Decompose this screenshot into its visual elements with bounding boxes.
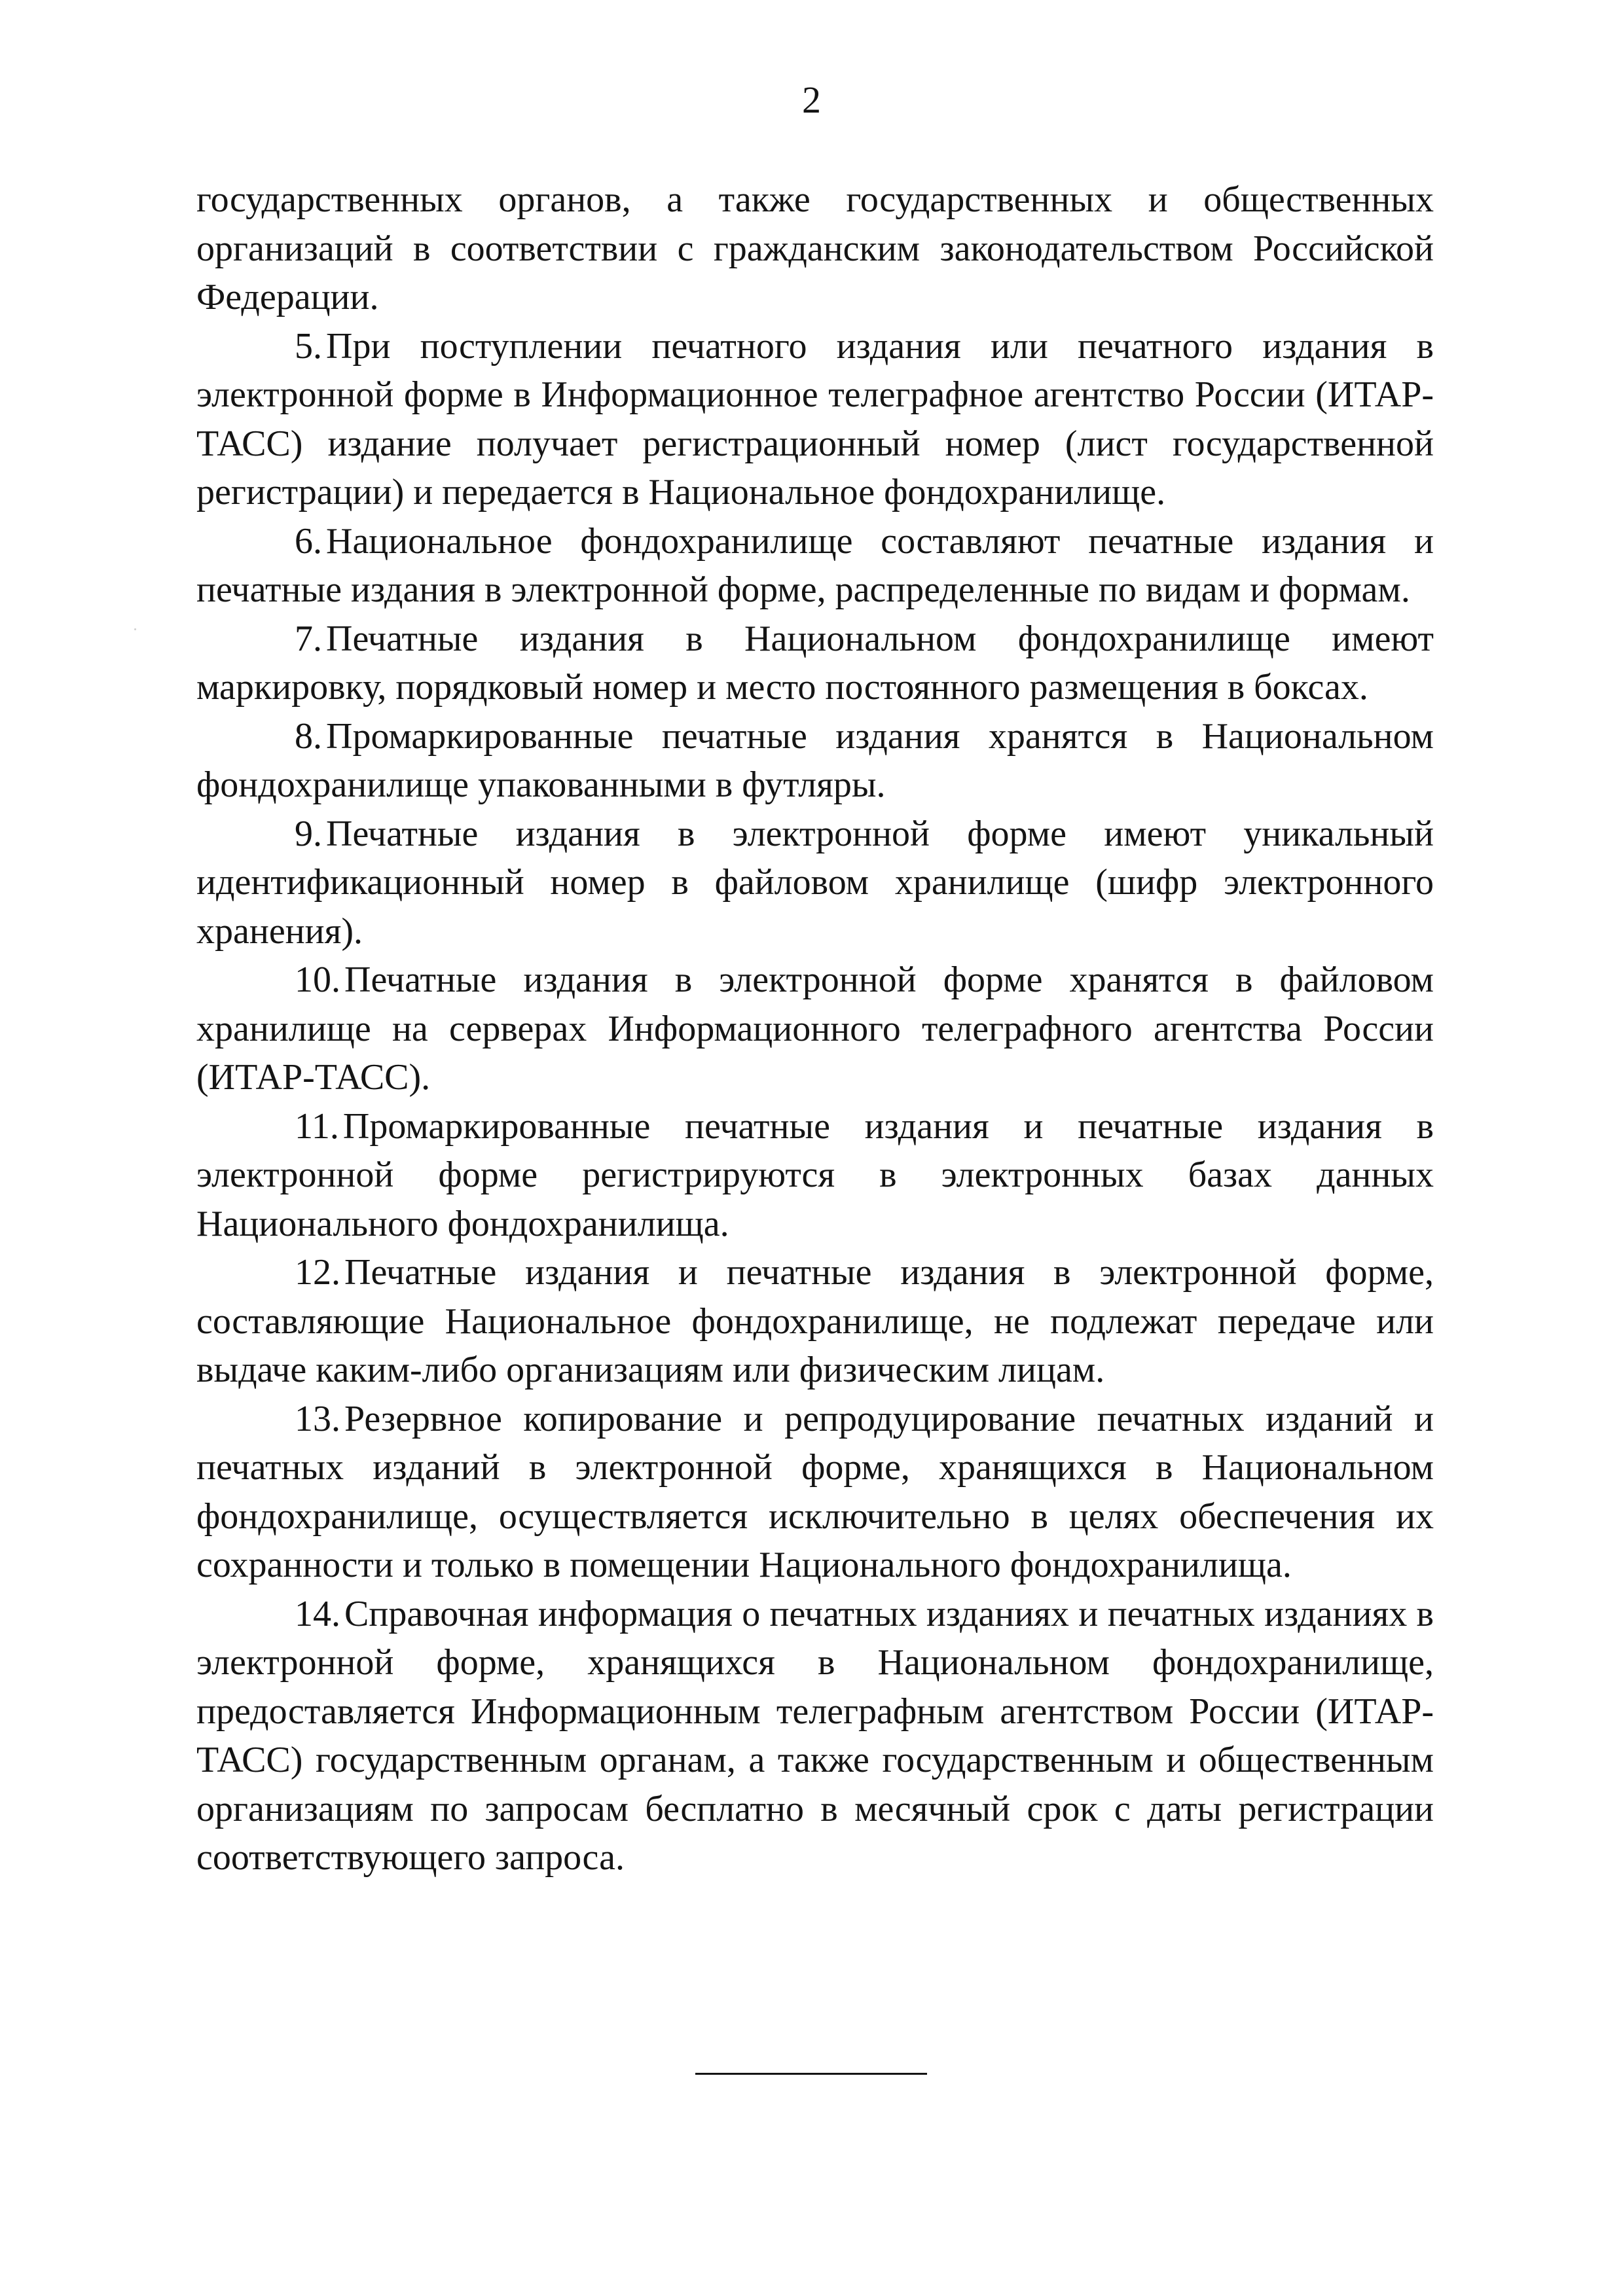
paragraph-item-11 <box>196 1102 1434 1249</box>
paragraph-number: 11. <box>295 1105 339 1147</box>
paragraph-text: Печатные издания в Национальном фондохранилище имеют маркировку, порядковый номер и место постоянного размещения в боксах. <box>196 618 1434 708</box>
end-of-document-rule <box>695 2073 927 2075</box>
paragraph-number: 8. <box>295 715 322 757</box>
paragraph-item-9 <box>196 810 1434 956</box>
paragraph-text: Печатные издания в электронной форме имеют уникальный идентификационный номер в файловом хранилище (шифр электронного хранения). <box>196 813 1434 952</box>
paragraph-item-12 <box>196 1248 1434 1395</box>
paragraph-item-13 <box>196 1395 1434 1590</box>
paragraph-number: 9. <box>295 813 322 854</box>
paragraph-text: Печатные издания в электронной форме хранятся в файловом хранилище на серверах Информационного телеграфного агентства России (ИТАР-ТАСС). <box>196 960 1434 1098</box>
paragraph-item-5 <box>196 322 1434 517</box>
paragraph-item-14 <box>196 1590 1434 1882</box>
paragraph-continuation <box>196 175 1434 322</box>
paragraph-item-7 <box>196 615 1434 712</box>
paragraph-text: Печатные издания и печатные издания в электронной форме, составляющие Национальное фондохранилище, не подлежат передаче или выдаче каким-либо организациям или физическим лицам. <box>196 1252 1434 1390</box>
paragraph-item-6 <box>196 517 1434 615</box>
paragraph-number: 7. <box>295 618 322 659</box>
page-number: 2 <box>802 79 821 121</box>
paragraph-text: государственных органов, а также государственных и общественных организаций в соответствии с гражданским законодательством Российской Федерации. <box>196 179 1434 317</box>
paragraph-text: Промаркированные печатные издания и печатные издания в электронной форме регистрируются в электронных базах данных Национального фондохранилища. <box>196 1105 1434 1244</box>
paragraph-text: Национальное фондохранилище составляют печатные издания и печатные издания в электронной форме, распределенные по видам и формам. <box>196 520 1434 610</box>
scan-artifact <box>134 628 136 630</box>
paragraph-item-10 <box>196 956 1434 1102</box>
document-body <box>196 175 1434 1882</box>
paragraph-number: 5. <box>295 325 322 367</box>
paragraph-number: 6. <box>295 520 322 562</box>
paragraph-text: Справочная информация о печатных изданиях и печатных изданиях в электронной форме, хранящихся в Национальном фондохранилище, предоставляется Информационным телеграфным агентством России (ИТАР-ТАСС) государственным органам, а также государственным и общественным организациям по запросам бесплатно в месячный срок с даты регистрации соответствующего запроса. <box>196 1593 1434 1878</box>
paragraph-number: 10. <box>295 960 340 1000</box>
paragraph-number: 12. <box>295 1252 340 1293</box>
paragraph-number: 13. <box>295 1398 340 1439</box>
paragraph-item-8 <box>196 712 1434 810</box>
paragraph-number: 14. <box>295 1593 340 1634</box>
paragraph-text: Промаркированные печатные издания хранятся в Национальном фондохранилище упакованными в футляры. <box>196 715 1434 805</box>
paragraph-text: При поступлении печатного издания или печатного издания в электронной форме в Информационное телеграфное агентство России (ИТАР-ТАСС) издание получает регистрационный номер (лист государственной регистрации) и передается в Национальное фондохранилище. <box>196 325 1434 512</box>
paragraph-text: Резервное копирование и репродуцирование печатных изданий и печатных изданий в электронной форме, хранящихся в Национальном фондохранилище, осуществляется исключительно в целях обеспечения их сохранности и только в помещении Национального фондохранилища. <box>196 1398 1434 1585</box>
